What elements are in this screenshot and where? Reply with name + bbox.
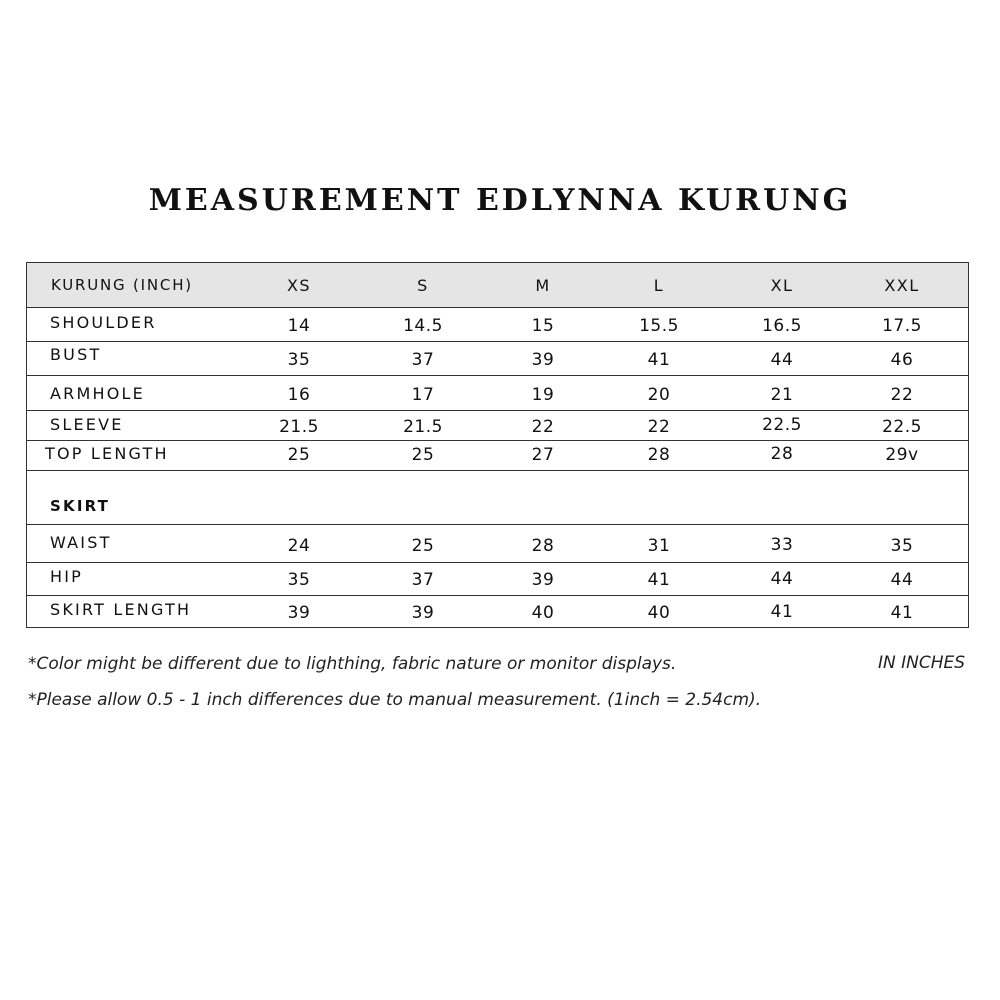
table-cell: 14.5 [403,316,443,336]
table-cell: 22.5 [762,415,802,435]
table-row-shoulder [27,308,968,342]
row-label: BUST [50,345,102,364]
table-row-top-length [27,441,968,471]
table-cell: 16 [287,385,311,405]
table-cell: 31 [647,536,671,556]
table-cell: 41 [647,350,671,370]
header-size-s: S [417,276,429,295]
row-label: TOP LENGTH [45,444,169,463]
table-cell: 35 [287,570,311,590]
table-cell: 44 [770,569,794,589]
table-cell: 28 [647,445,671,465]
row-label: HIP [50,567,83,586]
table-cell: 41 [770,602,794,622]
table-cell: 35 [890,536,914,556]
table-cell: 15 [531,316,555,336]
row-label: SLEEVE [50,415,124,434]
table-cell: 44 [770,350,794,370]
row-label: WAIST [50,533,112,552]
table-cell: 15.5 [639,316,679,336]
table-cell: 29v [885,445,919,465]
table-cell: 39 [531,570,555,590]
table-cell: 40 [647,603,671,623]
table-cell: 41 [647,570,671,590]
table-cell: 40 [531,603,555,623]
color-disclaimer: *Color might be different due to lighthing, fabric nature or monitor displays. [28,654,677,674]
table-cell: 22.5 [882,417,922,437]
table-cell: 37 [411,570,435,590]
table-cell: 41 [890,603,914,623]
table-cell: 39 [287,603,311,623]
table-cell: 46 [890,350,914,370]
table-cell: 22 [647,417,671,437]
header-size-xxl: XXL [884,276,920,295]
page-title: MEASUREMENT EDLYNNA KURUNG [148,183,852,218]
header-size-l: L [653,276,665,295]
table-cell: 44 [890,570,914,590]
table-cell: 21 [770,385,794,405]
table-cell: 19 [531,385,555,405]
table-cell: 14 [287,316,311,336]
table-cell: 35 [287,350,311,370]
table-cell: 24 [287,536,311,556]
header-size-xl: XL [770,276,794,295]
table-cell: 27 [531,445,555,465]
table-cell: 21.5 [279,417,319,437]
table-cell: 28 [531,536,555,556]
table-cell: 25 [411,536,435,556]
table-row-bust [27,342,968,376]
table-cell: 17.5 [882,316,922,336]
section-label-skirt: SKIRT [50,497,111,515]
table-row-waist [27,525,968,563]
table-row-hip [27,563,968,596]
header-size-xs: XS [286,276,312,295]
table-cell: 28 [770,444,794,464]
row-label: SHOULDER [50,313,157,332]
table-cell: 22 [890,385,914,405]
table-row-skirt-length [27,596,968,627]
table-cell: 33 [770,535,794,555]
table-cell: 25 [287,445,311,465]
measurement-disclaimer: *Please allow 0.5 - 1 inch differences due to manual measurement. (1inch = 2.54cm). [28,690,762,710]
table-cell: 25 [411,445,435,465]
table-cell: 21.5 [403,417,443,437]
table-cell: 39 [531,350,555,370]
table-cell: 37 [411,350,435,370]
header-size-m: M [535,276,551,295]
table-cell: 16.5 [762,316,802,336]
table-header-row [27,263,968,308]
table-cell: 17 [411,385,435,405]
row-label: SKIRT LENGTH [50,600,192,619]
header-label: KURUNG (INCH) [51,276,193,294]
row-label: ARMHOLE [50,384,145,403]
table-section-skirt [27,471,968,525]
table-row-armhole [27,376,968,411]
unit-note: IN INCHES [878,653,966,673]
table-row-sleeve [27,411,968,441]
size-chart-table [26,262,969,628]
table-cell: 20 [647,385,671,405]
table-cell: 39 [411,603,435,623]
table-cell: 22 [531,417,555,437]
